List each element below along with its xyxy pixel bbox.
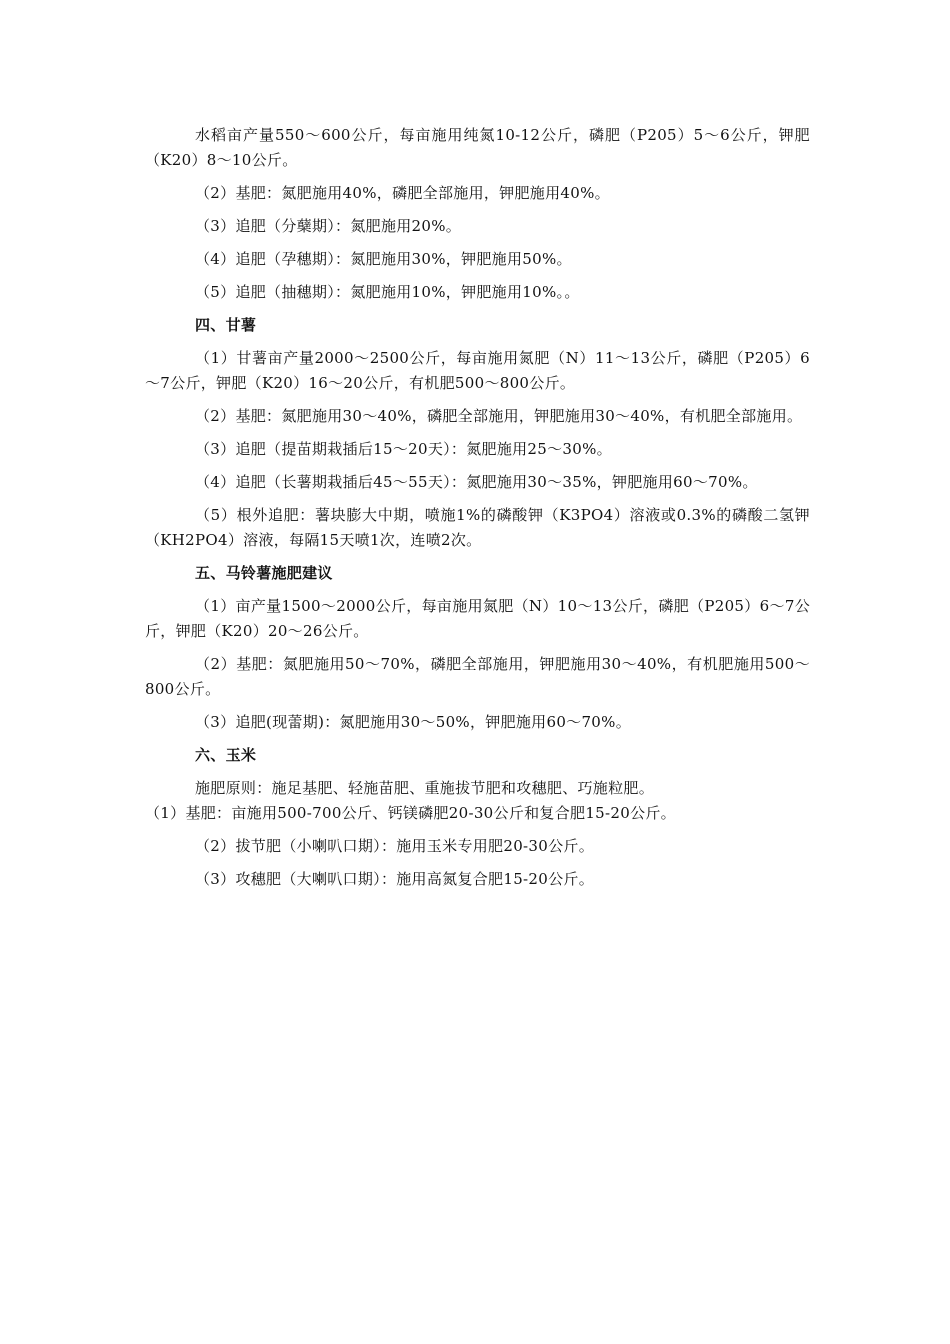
paragraph-potato-base: （2）基肥：氮肥施用50～70%，磷肥全部施用，钾肥施用30～40%，有机肥施用500～800公斤。	[145, 655, 810, 698]
paragraph-sweet-potato-seedling: （3）追肥（提苗期栽插后15～20天）：氮肥施用25～30%。	[195, 440, 612, 458]
paragraph-corn-ear: （3）攻穗肥（大喇叭口期）：施用高氮复合肥15-20公斤。	[195, 870, 594, 888]
paragraph-corn-principle	[145, 776, 810, 826]
paragraph-sweet-potato-base: （2）基肥：氮肥施用30～40%，磷肥全部施用，钾肥施用30～40%，有机肥全部施用。	[195, 407, 803, 425]
section-heading-corn: 六、玉米	[195, 746, 257, 764]
paragraph-corn-jointing: （2）拔节肥（小喇叭口期）：施用玉米专用肥20-30公斤。	[195, 837, 594, 855]
paragraph-sweet-potato-yield: （1）甘薯亩产量2000～2500公斤，每亩施用氮肥（N）11～13公斤，磷肥（P205）6～7公斤，钾肥（K20）16～20公斤，有机肥500～800公斤。	[145, 349, 810, 392]
document-body	[145, 123, 810, 900]
paragraph-sweet-potato-foliar: （5）根外追肥：薯块膨大中期，喷施1%的磷酸钾（K3PO4）溶液或0.3%的磷酸二氢钾（KH2PO4）溶液，每隔15天喷1次，连喷2次。	[145, 506, 810, 549]
paragraph-sweet-potato-tuber: （4）追肥（长薯期栽插后45～55天）：氮肥施用30～35%，钾肥施用60～70%。	[195, 473, 758, 491]
paragraph-rice-tillering: （3）追肥（分蘖期）：氮肥施用20%。	[195, 217, 462, 235]
paragraph-potato-yield: （1）亩产量1500～2000公斤，每亩施用氮肥（N）10～13公斤，磷肥（P205）6～7公斤，钾肥（K20）20～26公斤。	[145, 597, 810, 640]
section-heading-potato: 五、马铃薯施肥建议	[195, 564, 333, 582]
section-heading-sweet-potato: 四、甘薯	[195, 316, 257, 334]
paragraph-rice-booting: （4）追肥（孕穗期）：氮肥施用30%，钾肥施用50%。	[195, 250, 572, 268]
corn-principle-text: 施肥原则：施足基肥、轻施苗肥、重施拔节肥和攻穗肥、巧施粒肥。	[195, 779, 655, 797]
paragraph-rice-yield: 水稻亩产量550～600公斤，每亩施用纯氮10-12公斤，磷肥（P205）5～6公斤，钾肥（K20）8～10公斤。	[145, 126, 810, 169]
paragraph-rice-base-fertilizer: （2）基肥：氮肥施用40%，磷肥全部施用，钾肥施用40%。	[195, 184, 610, 202]
paragraph-rice-heading: （5）追肥（抽穗期）：氮肥施用10%，钾肥施用10%。。	[195, 283, 580, 301]
paragraph-potato-budding: （3）追肥(现蕾期)：氮肥施用30～50%，钾肥施用60～70%。	[195, 713, 632, 731]
corn-base-fertilizer-text: （1）基肥：亩施用500-700公斤、钙镁磷肥20-30公斤和复合肥15-20公斤。	[145, 804, 676, 822]
